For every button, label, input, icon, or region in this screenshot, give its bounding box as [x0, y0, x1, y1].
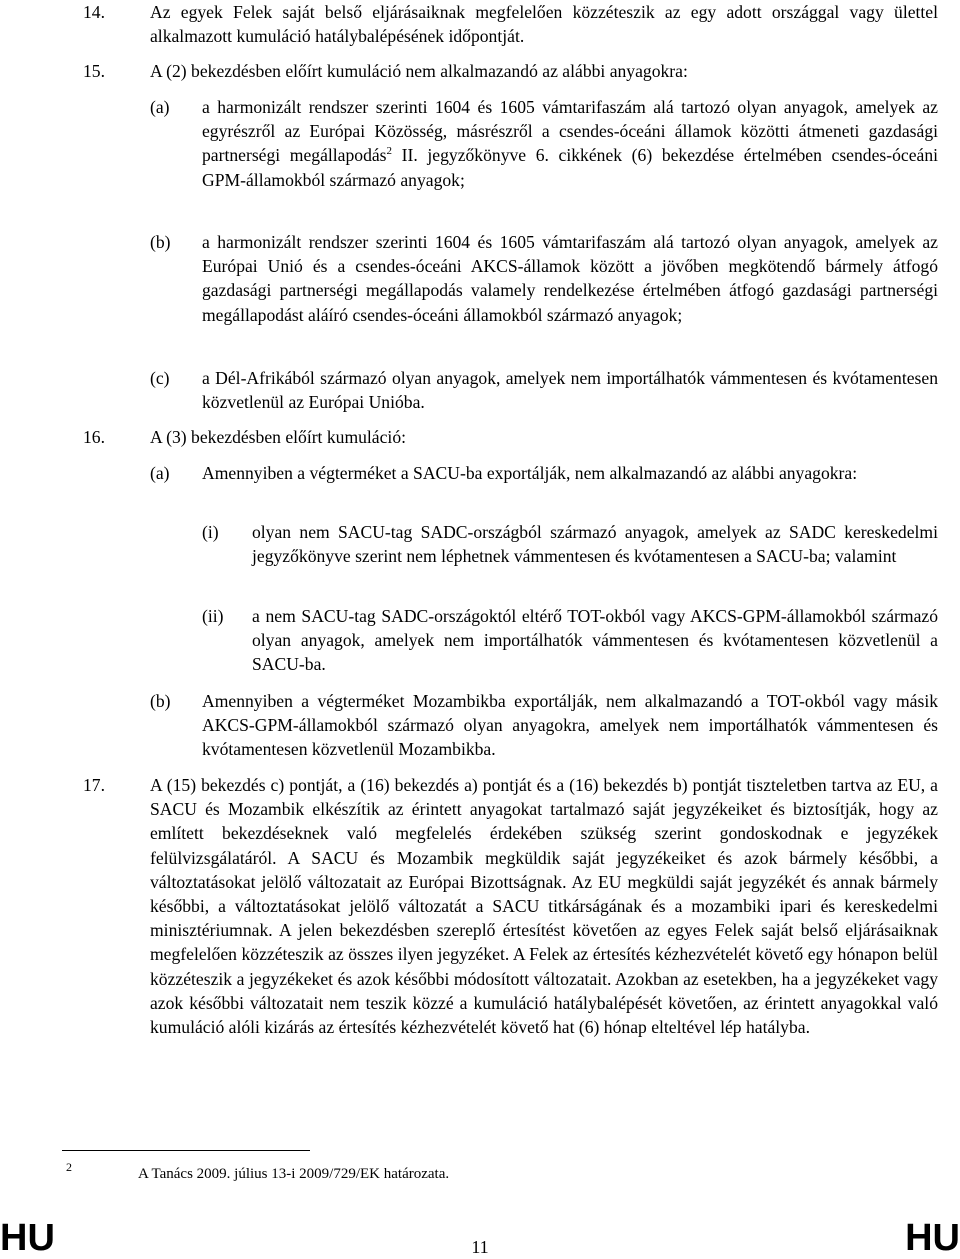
sub-label: (b): [150, 691, 171, 711]
item-number: 15.: [83, 61, 105, 81]
subsub-label: (ii): [202, 606, 224, 626]
page-number: 11: [471, 1237, 489, 1257]
footnote-number: 2: [66, 1160, 72, 1174]
item-text: A (3) bekezdésben előírt kumuláció:: [150, 427, 407, 447]
subsub-label: (i): [202, 522, 219, 542]
item-number: 17.: [83, 775, 105, 795]
footnote-text: A Tanács 2009. július 13-i 2009/729/EK határozata.: [138, 1166, 450, 1182]
subsub-text: olyan nem SACU-tag SADC-országból származó anyagok, amelyek az SADC kereskedelmi jegyzőkönyve szerint nem léphetnek vámmentesen és kvótamentesen a SACU-ba; valamint: [252, 522, 938, 567]
sub-text: Amennyiben a végterméket a SACU-ba exportálják, nem alkalmazandó az alábbi anyagokra:: [202, 463, 858, 483]
item-number: 16.: [83, 427, 105, 447]
sub-text: a Dél-Afrikából származó olyan anyagok, amelyek nem importálhatók vámmentesen és kvótamentesen közvetlenül az Európai Unióba.: [202, 368, 938, 413]
sub-label: (c): [150, 368, 170, 388]
item-text: A (15) bekezdés c) pontját, a (16) bekezdés a) pontját és a (16) bekezdés b) pontját tiszteletben tartva az EU, a SACU és Mozambik elkészítik az érintett anyagokat tartalmazó saját jegyzékeiket és biztosítják, hogy az említett bekezdéseknek való megfelelés érdekében szükség szerint gondoskodnak e jegyzékek felülvizsgálatáról. A SACU és Mozambik megküldik saját jegyzékeiket és azok bármely későbbi, a változtatásokat jelölő változatait az Európai Bizottságnak. Az EU megküldi saját jegyzékét és annak bármely későbbi, a változtatásokat jelölő változatát a SACU titkárságának és a mozambiki ipari és kereskedelmi minisztériumnak. A jelen bekezdésben szereplő értesítést követően az egyes Felek saját belső eljárásaiknak megfelelően közzéteszik az összes ilyen jegyzéket. A Felek az értesítés kézhezvételét követő egy hónapon belül közzéteszik a jegyzékeket és azok későbbi módosított változatait. Azokban az esetekben, ha a jegyzékeket vagy azok későbbi változatait nem teszik közzé a kumuláció hatálybalépését követően, az érintett anyagokkal való kumuláció alóli kizárás az értesítés kézhezvételét követő hat (6) hónap elteltével lép hatályba.: [150, 775, 938, 1038]
sub-text: a harmonizált rendszer szerinti 1604 és 1605 vámtarifaszám alá tartozó olyan anyagok, amelyek az Európai Unió és a csendes-óceáni AKCS-államok között a jövőben megkötendő bármely átfogó gazdasági partnerségi megállapodás valamely rendelkezése értelmében átfogó gazdasági partnerségi megállapodást aláíró csendes-óceáni államokból származó anyagok;: [202, 232, 938, 325]
sub-label: (a): [150, 97, 170, 117]
subsub-text: a nem SACU-tag SADC-országoktól eltérő TOT-okból vagy AKCS-GPM-államokból származó olyan anyagok, amelyek nem importálhatók vámmentesen és kvótamentesen közvetlenül a SACU-ba.: [252, 606, 938, 675]
language-code-left: HU: [0, 1217, 55, 1259]
sub-text: a harmonizált rendszer szerinti 1604 és 1605 vámtarifaszám alá tartozó olyan anyagok, amelyek az egyrészről az Európai Közösség, másrészről a csendes-óceáni államok közötti átmeneti gazdasági partnerségi megállapodás$^2$ II. jegyzőkönyve 6. cikkének (6) bekezdése értelmében csendes-óceáni GPM-államokból származó anyagok;: [202, 97, 938, 190]
sub-label: (a): [150, 463, 170, 483]
sub-label: (b): [150, 232, 171, 252]
sub-text: Amennyiben a végterméket Mozambikba exportálják, nem alkalmazandó a TOT-okból vagy másik AKCS-GPM-államokból származó olyan anyagokra, amelyek nem importálhatók vámmentesen és kvótamentesen közvetlenül Mozambikba.: [202, 691, 938, 760]
language-code-right: HU: [905, 1217, 960, 1259]
item-text: Az egyek Felek saját belső eljárásaiknak megfelelően közzéteszik az egy adott országgal vagy ülettel alkalmazott kumuláció hatálybalépésének időpontját.: [150, 2, 938, 47]
item-number: 14.: [83, 2, 105, 22]
footnote-separator: [62, 1150, 310, 1151]
footnote-ref: 2: [386, 145, 393, 158]
item-text: A (2) bekezdésben előírt kumuláció nem alkalmazandó az alábbi anyagokra:: [150, 61, 688, 81]
